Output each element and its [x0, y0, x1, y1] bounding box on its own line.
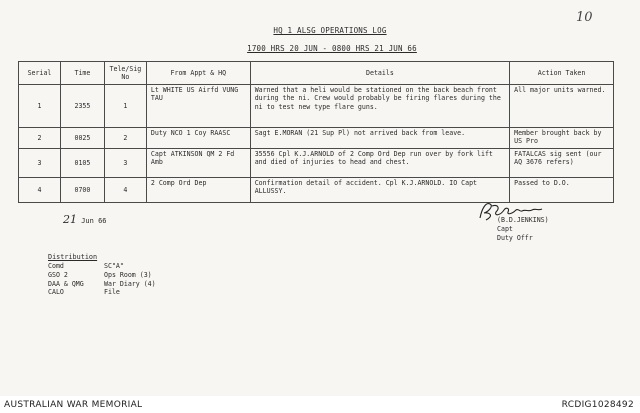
cell-time: 0105: [60, 149, 104, 178]
distribution-recipient: GSO 2: [48, 270, 68, 279]
page-number: 10: [576, 10, 593, 25]
column-header-details: Details: [250, 62, 509, 85]
cell-details: 35556 Cpl K.J.ARNOLD of 2 Comp Ord Dep run over by fork lift and died of injuries to head and chest.: [250, 149, 509, 178]
date-month-year: Jun 66: [81, 217, 107, 225]
cell-from: 2 Comp Ord Dep: [146, 178, 250, 203]
cell-serial: 3: [19, 149, 61, 178]
cell-details: Warned that a heli would be stationed on the back beach front during the ni. Crew would probably be firing flares during the ni to test new type flare guns.: [250, 85, 509, 128]
table-row: [19, 128, 614, 149]
column-header-action: Action Taken: [510, 62, 614, 85]
column-header-tele-sig: Tele/Sig No: [104, 62, 146, 85]
signature-block: [497, 216, 549, 243]
list-item: [48, 288, 156, 297]
list-item: [48, 262, 156, 271]
distribution-recipient: DAA & QMG: [48, 279, 84, 288]
cell-action: Member brought back by US Pro: [510, 128, 614, 149]
cell-tele: 1: [104, 85, 146, 128]
cell-details: Confirmation detail of accident. Cpl K.J.ARNOLD. IO Capt ALLUSSY.: [250, 178, 509, 203]
table-header-row: [19, 62, 614, 85]
column-header-serial: Serial: [19, 62, 61, 85]
cell-tele: 2: [104, 128, 146, 149]
distribution-list: [48, 262, 156, 297]
cell-action: Passed to D.O.: [510, 178, 614, 203]
cell-time: 0025: [60, 128, 104, 149]
cell-from: Lt WHITE US Airfd VUNG TAU: [146, 85, 250, 128]
operations-log-table: [18, 61, 614, 203]
list-item: [48, 280, 156, 289]
cell-tele: 4: [104, 178, 146, 203]
cell-details: Sagt E.MORAN (21 Sup Pl) not arrived back from leave.: [250, 128, 509, 149]
distribution-item: Ops Room (3): [104, 270, 152, 279]
cell-serial: 4: [19, 178, 61, 203]
cell-time: 0700: [60, 178, 104, 203]
list-item: [48, 271, 156, 280]
cell-serial: 2: [19, 128, 61, 149]
log-title: HQ 1 ALSG OPERATIONS LOG: [273, 26, 387, 35]
log-period: 1700 HRS 20 JUN - 0800 HRS 21 JUN 66: [247, 44, 417, 53]
cell-action: FATALCAS sig sent (our AQ 3676 refers): [510, 149, 614, 178]
archive-reference: RCDIG1028492: [561, 400, 634, 410]
archive-source: AUSTRALIAN WAR MEMORIAL: [4, 400, 143, 410]
cell-from: Duty NCO 1 Coy RAASC: [146, 128, 250, 149]
cell-serial: 1: [19, 85, 61, 128]
cell-from: Capt ATKINSON QM 2 Fd Amb: [146, 149, 250, 178]
cell-action: All major units warned.: [510, 85, 614, 128]
distribution-item: SC"A": [104, 262, 124, 270]
cell-time: 2355: [60, 85, 104, 128]
distribution-title: Distribution: [48, 253, 98, 261]
table-row: [19, 149, 614, 178]
archive-footer: [0, 396, 640, 413]
signatory-name: (B.D.JENKINS): [497, 216, 549, 224]
distribution-item: War Diary (4): [104, 279, 156, 288]
column-header-from: From Appt & HQ: [146, 62, 250, 85]
signatory-appointment: Duty Offr: [497, 234, 533, 242]
cell-tele: 3: [104, 149, 146, 178]
log-date: [63, 213, 107, 226]
column-header-time: Time: [60, 62, 104, 85]
date-day: 21: [63, 213, 77, 226]
distribution-recipient: CALO: [48, 288, 64, 297]
table-row: [19, 85, 614, 128]
signatory-rank: Capt: [497, 225, 513, 233]
distribution-item: File: [104, 288, 120, 297]
distribution-recipient: Comd: [48, 262, 64, 270]
